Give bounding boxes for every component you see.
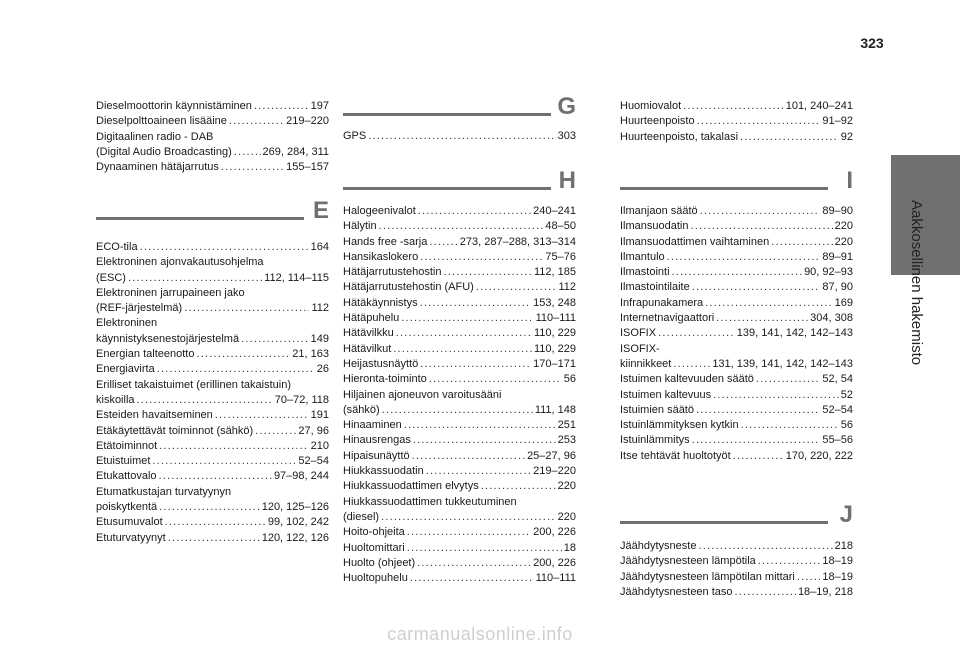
index-entry-pages: 52 [840,388,853,401]
index-entry-pages: 18 [563,541,576,554]
index-entry-term: Hansikaslokero [343,250,419,263]
index-entry [343,280,576,295]
index-entry-term: Ilmanjaon säätö [620,205,698,217]
index-entry-term: Hätäjarrutustehostin (AFU) [343,281,474,294]
index-entry-term: Hätäpuhelu [343,312,400,325]
index-block-j [620,539,853,600]
section-divider [620,187,828,190]
dot-leader [152,454,296,469]
index-entry-line: Elektroninen jarrupaineen jako [96,286,245,299]
dot-leader [404,418,556,433]
index-entry-pages: 169 [834,296,853,309]
index-entry [343,418,576,433]
index-entry [343,342,576,357]
dot-leader [733,449,784,464]
index-entry-pages: 111, 148 [534,403,576,416]
index-entry-pages: 210 [310,439,329,452]
index-entry [620,403,853,418]
index-entry [96,145,329,160]
dot-leader [254,99,309,114]
index-entry-term: Ilmansuodatin [620,220,689,233]
index-entry-pages: 164 [310,241,329,253]
index-entry-pages: 27, 96 [298,424,329,437]
index-entry [96,347,329,362]
index-block-e [96,240,329,546]
index-entry-term: kiinnikkeet [620,357,672,370]
section-letter: E [312,197,329,224]
index-entry-term: Heijastusnäyttö [343,357,419,370]
index-entry [96,469,329,484]
index-block-d-continued [96,99,329,175]
index-entry-term: Istuimien säätö [620,403,694,416]
index-entry-term: poiskytkentä [96,501,158,514]
index-entry [620,280,853,295]
section-divider [343,113,551,116]
index-entry-term: Istuimen kaltevuuden säätö [620,373,754,386]
index-entry-term: Istuinlämmitys [620,434,690,447]
index-entry-pages: 70–72, 118 [274,393,329,406]
index-entry-pages: 220 [834,235,853,248]
index-entry-term: Ilmastointilaite [620,281,690,294]
index-entry-pages: 269, 284, 311 [262,145,329,158]
index-entry-pages: 219–220 [286,115,329,128]
page-number: 323 [860,35,884,51]
dot-leader [683,99,784,114]
index-entry-term: Hätäjarrutustehostin [343,266,442,279]
index-entry-term: Istuinlämmityksen kytkin [620,419,739,432]
index-entry-term: Istuimen kaltevuus [620,388,712,401]
index-entry-pages: 110, 229 [533,342,576,355]
dot-leader [420,296,532,311]
index-entry-term: kiskoilla [96,393,135,406]
index-entry [343,357,576,372]
dot-leader [692,280,821,295]
dot-leader [241,332,309,347]
index-entry-line: Elektroninen [96,317,158,330]
index-entry-term: Huurteenpoisto, takalasi [620,130,739,143]
dot-leader [705,296,832,311]
index-entry-term: Etäkäytettävät toiminnot (sähkö) [96,424,254,437]
index-entry-term: Hinaaminen [343,419,402,432]
index-entry [96,393,329,408]
dot-leader [168,531,260,546]
index-entry [343,311,576,326]
index-entry [620,114,853,129]
index-entry-term: ECO-tila [96,241,138,253]
index-entry-term: Infrapunakamera [620,296,704,309]
index-entry [343,571,576,586]
dot-leader [410,571,534,586]
dot-leader [221,160,284,175]
index-entry-pages: 26 [316,363,329,376]
index-entry-pages: 170–171 [533,357,576,370]
index-entry-term: Dynaaminen hätäjarrutus [96,161,219,174]
dot-leader [716,311,808,326]
index-entry-pages: 200, 226 [533,556,576,569]
index-entry-pages: 90, 92–93 [804,266,853,279]
index-entry-term: Jäähdytysneste [620,540,697,552]
dot-leader [412,449,525,464]
dot-leader [429,235,457,250]
dot-leader [420,357,531,372]
dot-leader [658,326,735,341]
index-entry-term: (sähkö) [343,403,380,416]
index-entry [620,585,853,600]
dot-leader [417,556,531,571]
index-entry [620,388,853,403]
index-entry [620,449,853,464]
index-entry-pages: 52–54 [822,403,853,416]
index-entry [343,265,576,280]
index-entry [96,515,329,530]
index-entry-term: Etusumuvalot [96,516,163,529]
index-entry [96,500,329,515]
index-entry-term: Hoito-ohjeita [343,526,405,539]
index-entry [620,372,853,387]
index-entry-pages: 87, 90 [822,281,853,294]
index-entry-line: ISOFIX- [620,342,660,355]
index-entry [96,408,329,423]
index-entry-term: Hätäkäynnistys [343,296,418,309]
index-entry-term: Hieronta-toiminto [343,373,427,386]
index-entry-term: Internetnavigaattori [620,312,715,325]
index-entry-term: Etuistuimet [96,455,151,468]
index-entry-line: Etumatkustajan turvatyynyn [96,485,232,498]
index-entry-term: Hälytin [343,220,377,233]
index-entry [96,454,329,469]
index-entry-pages: 89–90 [822,205,853,217]
section-letter: H [558,167,576,194]
index-entry-pages: 89–91 [822,250,853,263]
index-entry-pages: 218 [834,540,853,552]
dot-leader [797,570,821,585]
index-entry-term: (diesel) [343,510,380,523]
index-entry-pages: 273, 287–288, 313–314 [459,235,576,248]
dot-leader [368,129,555,144]
index-entry-pages: 18–19, 218 [797,585,853,598]
index-entry-line: Hiljainen ajoneuvon varoitusääni [343,388,502,401]
index-entry-term: Halogeenivalot [343,205,416,217]
dot-leader [379,219,544,234]
index-entry [620,554,853,569]
index-entry [343,250,576,265]
index-entry-pages: 191 [310,409,329,422]
index-entry [343,479,576,494]
index-entry-pages: 18–19 [822,555,853,568]
index-entry [343,235,576,250]
index-entry-pages: 112 [558,281,576,294]
dot-leader [771,235,832,250]
index-entry [620,235,853,250]
index-entry-term: Itse tehtävät huoltotyöt [620,449,731,462]
index-entry-term: (REF-järjestelmä) [96,302,183,315]
index-entry-pages: 131, 139, 141, 142, 142–143 [712,357,853,370]
index-entry-pages: 91–92 [822,115,853,128]
index-entry [96,271,329,286]
section-divider [96,217,304,220]
index-block-h-continued [620,99,853,145]
index-entry-term: ISOFIX [620,327,657,340]
index-entry-term: Hipaisunäyttö [343,449,410,462]
index-entry [96,439,329,454]
index-entry-pages: 92 [840,130,853,143]
dot-leader [157,362,315,377]
index-entry-pages: 110–111 [535,572,576,585]
dot-leader [407,541,562,556]
index-entry [343,556,576,571]
section-letter: J [839,501,853,528]
dot-leader [184,301,309,316]
index-entry-pages: 110–111 [535,312,576,325]
index-entry [620,539,853,554]
index-entry-term: Etätoiminnot [96,439,158,452]
index-entry-pages: 48–50 [545,220,576,233]
dot-leader [165,515,266,530]
index-entry-pages: 197 [310,100,329,112]
index-entry-pages: 139, 141, 142, 142–143 [736,327,853,340]
index-entry-term: Energiavirta [96,363,155,376]
dot-leader [476,280,557,295]
index-entry-line: Elektroninen ajonvakautusohjelma [96,256,264,269]
index-block-g [343,129,576,144]
index-entry-pages: 112, 114–115 [264,271,329,284]
dot-leader [418,204,531,219]
index-entry-pages: 56 [840,419,853,432]
index-entry [620,219,853,234]
index-entry [96,301,329,316]
dot-leader [741,418,839,433]
index-entry-term: Huurteenpoisto [620,115,695,128]
index-entry-pages: 25–27, 96 [527,449,576,462]
index-entry-pages: 170, 220, 222 [785,449,853,462]
index-entry-pages: 112 [311,302,329,315]
index-entry [620,357,853,372]
index-entry-term: (ESC) [96,271,126,284]
section-letter: G [557,93,576,120]
index-entry [620,311,853,326]
index-entry [343,464,576,479]
index-entry-term: Etukattovalo [96,470,157,483]
index-entry [96,531,329,546]
index-entry-term: käynnistyksenestojärjestelmä [96,332,240,345]
dot-leader [396,326,532,341]
dot-leader [137,393,273,408]
index-entry [343,449,576,464]
index-block-h [343,204,576,586]
index-entry-pages: 303 [557,130,576,142]
index-entry [96,99,329,114]
section-letter: I [846,167,853,194]
index-entry-pages: 240–241 [533,205,576,217]
dot-leader [673,357,710,372]
dot-leader [159,500,260,515]
index-entry [343,433,576,448]
index-entry [343,219,576,234]
dot-leader [740,130,839,145]
index-entry-line: Erilliset takaistuimet (erillinen takaistuin) [96,378,292,391]
dot-leader [756,372,820,387]
index-entry-term: Huoltopuhelu [343,572,408,585]
watermark: carmanualsonline.info [387,624,573,644]
index-entry-term: Hiukkassuodattimen elvytys [343,480,479,493]
index-entry [620,296,853,311]
index-entry [620,204,853,219]
index-entry [620,433,853,448]
index-entry [96,240,329,255]
dot-leader [255,424,296,439]
section-label: Aakkosellinen hakemisto [908,200,925,366]
dot-leader [696,403,820,418]
dot-leader [413,433,556,448]
index-entry-term: Hiukkassuodatin [343,465,424,478]
index-entry-pages: 56 [563,373,576,386]
index-entry-pages: 52–54 [298,455,329,468]
index-entry-pages: 52, 54 [822,373,853,386]
index-entry-term: Hinausrengas [343,434,411,447]
index-entry-pages: 101, 240–241 [785,100,853,112]
dot-leader [429,372,562,387]
dot-leader [691,219,833,234]
index-entry-pages: 219–220 [533,465,576,478]
dot-leader [159,469,272,484]
section-divider [343,187,551,190]
index-entry [343,525,576,540]
dot-leader [443,265,532,280]
index-entry-pages: 253 [557,434,576,447]
index-entry-term: Dieselpolttoaineen lisääine [96,115,227,128]
index-entry [620,265,853,280]
dot-leader [128,271,262,286]
index-entry [96,114,329,129]
index-entry-term: Jäähdytysnesteen lämpötilan mittari [620,570,795,583]
index-entry-term: Esteiden havaitseminen [96,409,213,422]
index-entry-pages: 110, 229 [533,327,576,340]
index-entry-term: Ilmansuodattimen vaihtaminen [620,235,770,248]
dot-leader [234,145,261,160]
dot-leader [735,585,796,600]
index-entry-pages: 120, 122, 126 [261,531,329,544]
section-divider [620,521,828,524]
index-entry [343,403,576,418]
index-entry-term: Jäähdytysnesteen lämpötila [620,555,756,568]
index-entry [96,160,329,175]
index-entry-pages: 21, 163 [292,348,329,361]
index-entry-term: Etuturvatyynyt [96,531,166,544]
dot-leader [713,388,839,403]
index-entry [620,130,853,145]
index-entry-line: Hiukkassuodattimen tukkeutuminen [343,495,517,508]
dot-leader [407,525,531,540]
dot-leader [140,240,309,255]
index-entry-term: Ilmastointi [620,266,670,279]
index-entry [620,99,853,114]
dot-leader [481,479,556,494]
index-entry [343,372,576,387]
index-entry-pages: 120, 125–126 [261,501,329,514]
dot-leader [229,114,284,129]
index-entry-pages: 149 [310,332,329,345]
index-entry-pages: 97–98, 244 [273,470,329,483]
index-entry [96,362,329,377]
dot-leader [758,554,821,569]
index-entry [620,570,853,585]
index-entry-term: Ilmantulo [620,250,665,263]
index-entry [96,424,329,439]
index-entry-term: Huolto (ohjeet) [343,556,416,569]
index-entry-term: Hands free -sarja [343,235,428,248]
index-entry-pages: 75–76 [545,250,576,263]
dot-leader [420,250,543,265]
index-entry [343,204,576,219]
index-entry-pages: 18–19 [822,570,853,583]
index-entry-term: Hätävilkku [343,327,394,340]
dot-leader [700,204,821,219]
index-entry [96,332,329,347]
index-entry-term: Jäähdytysnesteen taso [620,585,733,598]
index-entry-pages: 220 [557,510,576,523]
section-header-e [96,197,329,243]
index-entry [343,296,576,311]
dot-leader [382,403,533,418]
index-entry-term: Dieselmoottorin käynnistäminen [96,100,252,112]
index-entry-pages: 153, 248 [533,296,576,309]
index-entry [620,418,853,433]
dot-leader [692,433,821,448]
index-entry-term: (Digital Audio Broadcasting) [96,145,232,158]
dot-leader [159,439,308,454]
index-entry [620,326,853,341]
dot-leader [381,510,556,525]
index-entry-term: Huomiovalot [620,100,682,112]
index-entry-term: Hätävilkut [343,342,392,355]
index-entry-term: Huoltomittari [343,541,405,554]
dot-leader [393,342,532,357]
index-entry-pages: 112, 185 [533,266,576,279]
index-entry [343,129,576,144]
index-entry [343,326,576,341]
index-entry-pages: 99, 102, 242 [267,516,329,529]
dot-leader [697,114,821,129]
index-entry-line: Digitaalinen radio - DAB [96,130,214,143]
index-entry [620,250,853,265]
index-entry-pages: 251 [557,419,576,432]
index-entry-term: Energian talteenotto [96,348,195,361]
index-block-i [620,204,853,464]
index-entry-pages: 304, 308 [810,312,853,325]
index-entry-term: GPS [343,130,367,142]
dot-leader [196,347,290,362]
index-entry [343,541,576,556]
dot-leader [667,250,821,265]
index-entry [343,510,576,525]
index-entry-pages: 155–157 [286,161,329,174]
dot-leader [215,408,309,423]
dot-leader [426,464,531,479]
index-entry-pages: 55–56 [822,434,853,447]
index-entry-pages: 220 [834,220,853,233]
section-tab [891,155,960,275]
dot-leader [401,311,533,326]
index-entry-pages: 220 [557,480,576,493]
dot-leader [698,539,832,554]
dot-leader [672,265,803,280]
index-entry-pages: 200, 226 [533,526,576,539]
